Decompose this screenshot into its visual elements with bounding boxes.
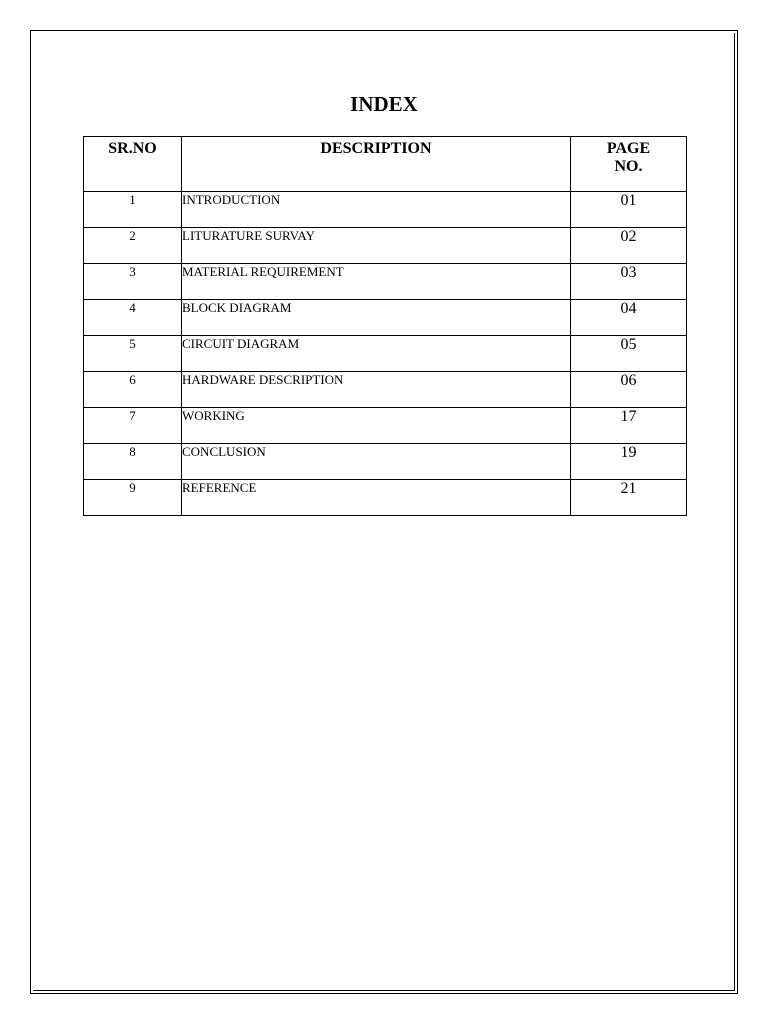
row-page-no: 05 (571, 336, 687, 372)
row-sr-no: 4 (84, 300, 182, 336)
header-page-no-line1: PAGE (606, 140, 651, 157)
index-table (83, 136, 687, 516)
row-description: CIRCUIT DIAGRAM (182, 336, 571, 372)
table-row (84, 480, 687, 516)
row-page-no: 02 (571, 228, 687, 264)
header-page-no-line2: NO. (614, 158, 643, 175)
table-row (84, 408, 687, 444)
table-row (84, 372, 687, 408)
row-page-no: 17 (571, 408, 687, 444)
header-description: DESCRIPTION (182, 137, 571, 192)
row-sr-no: 5 (84, 336, 182, 372)
row-description: MATERIAL REQUIREMENT (182, 264, 571, 300)
table-row (84, 336, 687, 372)
row-sr-no: 8 (84, 444, 182, 480)
row-page-no: 01 (571, 192, 687, 228)
row-description: REFERENCE (182, 480, 571, 516)
row-sr-no: 1 (84, 192, 182, 228)
table-row (84, 192, 687, 228)
row-description: CONCLUSION (182, 444, 571, 480)
row-description: BLOCK DIAGRAM (182, 300, 571, 336)
row-description: INTRODUCTION (182, 192, 571, 228)
row-description: WORKING (182, 408, 571, 444)
page-title: INDEX (350, 92, 418, 116)
row-description: LITURATURE SURVAY (182, 228, 571, 264)
row-description: HARDWARE DESCRIPTION (182, 372, 571, 408)
table-row (84, 264, 687, 300)
table-header-row (84, 137, 687, 192)
row-page-no: 04 (571, 300, 687, 336)
table-row (84, 300, 687, 336)
row-page-no: 06 (571, 372, 687, 408)
row-page-no: 21 (571, 480, 687, 516)
table-row (84, 228, 687, 264)
row-sr-no: 6 (84, 372, 182, 408)
header-page-no (571, 137, 687, 192)
table-row (84, 444, 687, 480)
row-sr-no: 3 (84, 264, 182, 300)
header-sr-no: SR.NO (84, 137, 182, 192)
row-sr-no: 2 (84, 228, 182, 264)
row-page-no: 19 (571, 444, 687, 480)
row-sr-no: 9 (84, 480, 182, 516)
row-sr-no: 7 (84, 408, 182, 444)
row-page-no: 03 (571, 264, 687, 300)
